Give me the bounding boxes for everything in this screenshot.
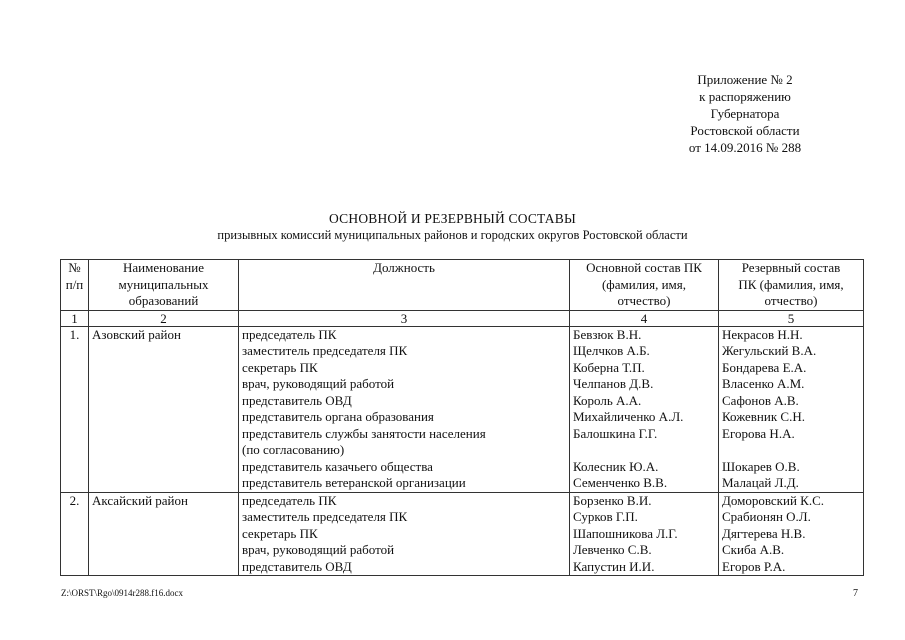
reserve-staff-item: Доморовский К.С. (722, 492, 825, 508)
position-item: заместитель председателя ПК (242, 343, 408, 358)
reserve-staff-cell (719, 492, 864, 576)
table-row (61, 492, 864, 576)
table-header-row (61, 260, 864, 311)
document-title: ОСНОВНОЙ И РЕЗЕРВНЫЙ СОСТАВЫ (329, 211, 576, 226)
position-item: заместитель председателя ПК (242, 509, 408, 524)
header-number: № п/п (61, 260, 89, 311)
reserve-staff-item: Власенко А.М. (722, 376, 805, 391)
position-item: представитель ОВД (242, 558, 352, 574)
main-staff-cell (570, 326, 719, 492)
reserve-staff-item: Сафонов А.В. (722, 392, 799, 408)
position-item: представитель органа образования (242, 409, 434, 424)
document-subtitle: призывных комиссий муниципальных районов и городских округов Ростовской области (217, 228, 688, 242)
row-number: 1. (61, 326, 89, 492)
main-staff-cell (570, 492, 719, 576)
main-staff-item: Колесник Ю.А. (573, 458, 659, 474)
position-item: врач, руководящий работой (242, 542, 395, 557)
position-item: представитель ветеранской организации (242, 475, 466, 490)
main-staff-item: Бевзюк В.Н. (573, 326, 642, 342)
reserve-staff-item: Егорова Н.А. (722, 425, 795, 441)
reserve-staff-item: Скиба А.В. (722, 542, 785, 557)
main-staff-item: Борзенко В.И. (573, 492, 652, 508)
position-item: секретарь ПК (242, 525, 318, 541)
appendix-line: от 14.09.2016 № 288 (688, 140, 802, 155)
positions-cell (239, 326, 570, 492)
main-staff-item: Король А.А. (573, 392, 642, 408)
position-item: врач, руководящий работой (242, 376, 395, 391)
position-item: представитель ОВД (242, 392, 352, 408)
main-staff-item: Сурков Г.П. (573, 509, 638, 524)
main-staff-item (573, 442, 715, 459)
appendix-line: Приложение № 2 (697, 72, 793, 87)
main-staff-item: Щелчков А.Б. (573, 343, 650, 358)
reserve-staff-item (722, 442, 860, 459)
column-number: 5 (719, 310, 864, 326)
reserve-staff-item: Малацай Л.Д. (722, 475, 799, 490)
main-staff-item: Михайличенко А.Л. (573, 409, 684, 424)
appendix-line: к распоряжению (699, 89, 791, 104)
reserve-staff-item: Некрасов Н.Н. (722, 326, 803, 342)
column-number: 1 (61, 310, 89, 326)
positions-cell (239, 492, 570, 576)
position-item: председатель ПК (242, 326, 337, 342)
header-main-staff: Основной состав ПК (фамилия, имя, отчество) (570, 260, 719, 311)
column-number-row (61, 310, 864, 326)
header-position: Должность (239, 260, 570, 311)
reserve-staff-item: Шокарев О.В. (722, 458, 800, 474)
table-row (61, 326, 864, 492)
page-number: 7 (853, 588, 858, 599)
municipality-name: Аксайский район (89, 492, 239, 576)
position-item: представитель казачьего общества (242, 458, 433, 474)
main-staff-item: Коберна Т.П. (573, 359, 645, 375)
position-item: секретарь ПК (242, 359, 318, 375)
column-number: 3 (239, 310, 570, 326)
main-staff-item: Шапошникова Л.Г. (573, 525, 678, 541)
main-staff-item: Семенченко В.В. (573, 475, 668, 490)
main-staff-item: Балошкина Г.Г. (573, 425, 658, 441)
main-staff-item: Капустин И.И. (573, 558, 655, 574)
reserve-staff-item: Жегульский В.А. (722, 343, 817, 358)
reserve-staff-cell (719, 326, 864, 492)
appendix-line: Губернатора (710, 106, 780, 121)
header-reserve-staff: Резервный состав ПК (фамилия, имя, отчество) (719, 260, 864, 311)
position-item: представитель службы занятости населения (242, 425, 486, 441)
reserve-staff-item: Бондарева Е.А. (722, 359, 807, 375)
header-municipality: Наименование муниципальных образований (89, 260, 239, 311)
reserve-staff-item: Срабионян О.Л. (722, 509, 811, 524)
appendix-block (640, 71, 850, 156)
position-item: (по согласованию) (242, 442, 345, 457)
position-item: председатель ПК (242, 492, 337, 508)
main-staff-item: Левченко С.В. (573, 542, 652, 557)
reserve-staff-item: Дягтерева Н.В. (722, 525, 806, 541)
column-number: 4 (570, 310, 719, 326)
footer-file-path: Z:\ORST\Rgo\0914r288.f16.docx (61, 588, 183, 598)
reserve-staff-item: Кожевник С.Н. (722, 409, 805, 424)
reserve-staff-item: Егоров Р.А. (722, 558, 786, 574)
commission-table (60, 259, 864, 576)
main-staff-item: Челпанов Д.В. (573, 376, 654, 391)
municipality-name: Азовский район (89, 326, 239, 492)
column-number: 2 (89, 310, 239, 326)
appendix-line: Ростовской области (690, 123, 800, 138)
row-number: 2. (61, 492, 89, 576)
